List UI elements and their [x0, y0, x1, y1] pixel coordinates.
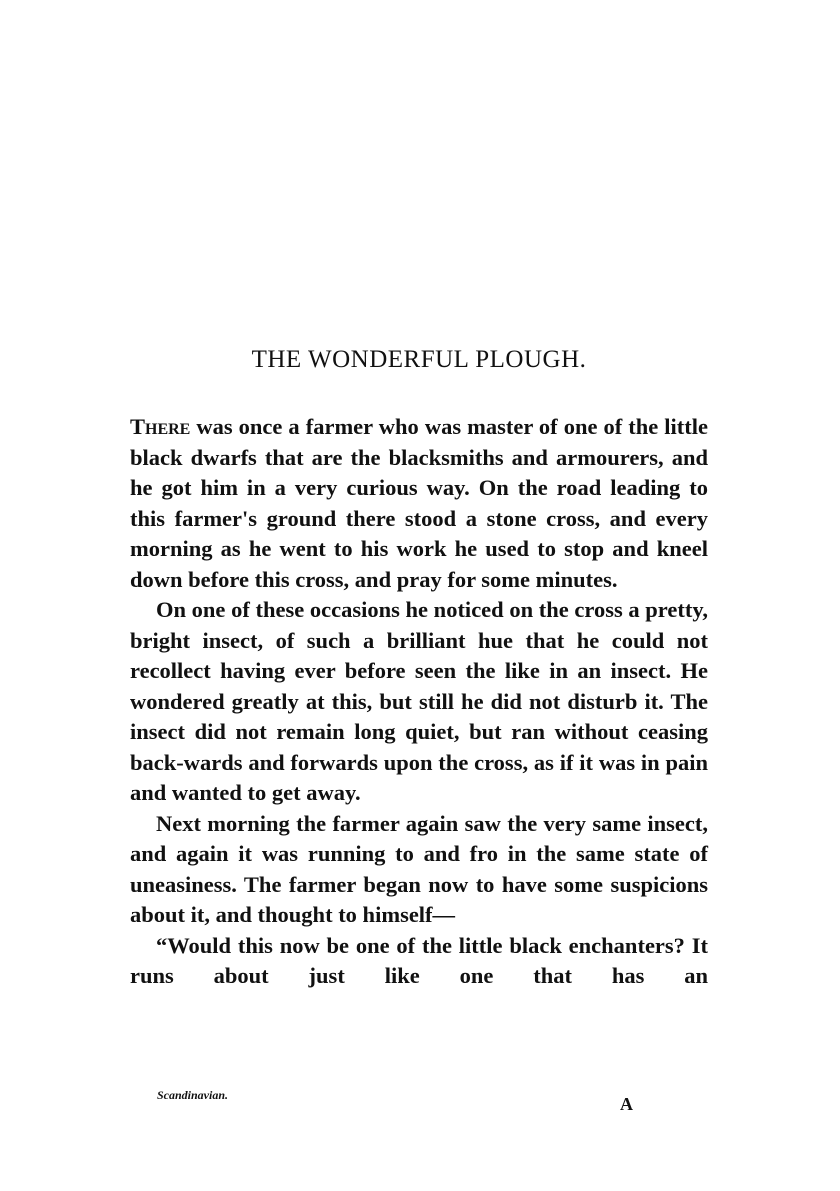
story-text	[130, 412, 708, 992]
chapter-title: THE WONDERFUL PLOUGH.	[251, 346, 587, 373]
paragraph-3: Next morning the farmer again saw the very same insect, and again it was running to and fro in the same state of uneasiness. The farmer began now to have some suspicions about it, and thought to himself—	[130, 810, 708, 927]
paragraph-1	[130, 412, 708, 595]
paragraph-4: “Would this now be one of the little black enchanters? It runs about just like one that has an	[130, 932, 708, 988]
paragraph-1-lead: There	[130, 414, 191, 439]
signature-mark: A	[620, 1094, 633, 1114]
signature-note: Scandinavian.	[157, 1088, 229, 1102]
paragraph-1-text: was once a farmer who was master of one of the little black dwarfs that are the blacksmiths and armourers, and he got him in a very curious way. On the road leading to this farmer's ground there stood a stone cross, and every morning as he went to his work he used to stop and kneel down before this cross, and pray for some minutes.	[130, 414, 708, 592]
paragraph-2: On one of these occasions he noticed on the cross a pretty, bright insect, of such a brilliant hue that he could not recollect having ever before seen the like in an insect. He wondered greatly at this, but still he did not disturb it. The insect did not remain long quiet, but ran without ceasing back-wards and forwards upon the cross, as if it was in pain and wanted to get away.	[130, 597, 708, 805]
